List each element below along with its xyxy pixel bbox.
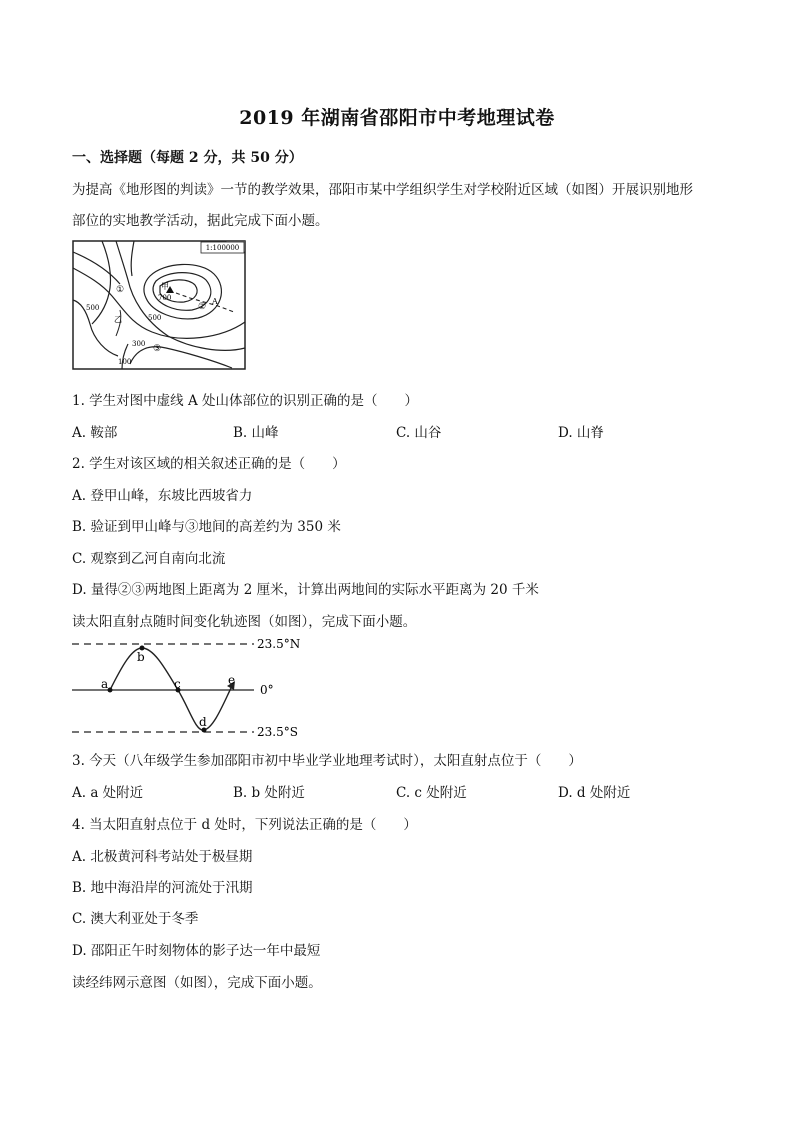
label-b: b: [137, 650, 145, 664]
page-title: 2019 年湖南省邵阳市中考地理试卷: [239, 107, 555, 129]
question-3-option-c[interactable]: C. c 处附近: [396, 785, 467, 801]
section-heading: 一、选择题（每题 2 分，共 50 分）: [72, 150, 303, 166]
question-4-option-b[interactable]: B. 地中海沿岸的河流处于汛期: [72, 880, 253, 896]
intro-1-line-2: 部位的实地教学活动，据此完成下面小题。: [72, 213, 329, 229]
question-1-option-c[interactable]: C. 山谷: [396, 425, 442, 441]
label-c: c: [174, 677, 181, 691]
label-300: 300: [132, 340, 146, 348]
question-1-option-b[interactable]: B. 山峰: [233, 425, 279, 441]
label-d: d: [199, 715, 207, 729]
label-a: A: [212, 297, 218, 306]
intro-2: 读太阳直射点随时间变化轨迹图（如图），完成下面小题。: [72, 614, 417, 630]
question-1-option-d[interactable]: D. 山脊: [558, 425, 604, 441]
label-23-5s: 23.5°S: [257, 725, 298, 736]
intro-1-line-1: 为提高《地形图的判读》一节的教学效果，邵阳市某中学组织学生对学校附近区域（如图）开展识别地形: [72, 182, 693, 198]
question-4-stem: 4. 当太阳直射点位于 d 处时，下列说法正确的是（ ）: [72, 817, 417, 833]
label-500-east: 500: [148, 314, 162, 322]
question-3-option-b[interactable]: B. b 处附近: [233, 785, 305, 801]
label-a: a: [101, 677, 109, 691]
label-e: e: [228, 673, 236, 687]
subsolar-track-diagram: [72, 636, 312, 736]
subsolar-track-curve: [110, 648, 232, 730]
question-2-option-b[interactable]: B. 验证到甲山峰与③地间的高差约为 350 米: [72, 519, 341, 535]
label-point-1: ①: [116, 285, 125, 295]
question-4-option-d[interactable]: D. 邵阳正午时刻物体的影子达一年中最短: [72, 943, 321, 959]
question-1-stem: 1. 学生对图中虚线 A 处山体部位的识别正确的是（ ）: [72, 393, 419, 409]
label-700: 700: [158, 294, 172, 302]
label-yi: 乙: [114, 315, 122, 324]
question-2-option-a[interactable]: A. 登甲山峰，东坡比西坡省力: [72, 488, 253, 504]
label-500-west: 500: [86, 304, 100, 312]
question-3-stem: 3. 今天（八年级学生参加邵阳市初中毕业学业地理考试时），太阳直射点位于（ ）: [72, 753, 582, 769]
question-2-option-c[interactable]: C. 观察到乙河自南向北流: [72, 551, 226, 567]
label-equator: 0°: [260, 683, 274, 697]
question-2-stem: 2. 学生对该区域的相关叙述正确的是（ ）: [72, 456, 346, 472]
question-4-option-c[interactable]: C. 澳大利亚处于冬季: [72, 911, 199, 927]
question-3-option-d[interactable]: D. d 处附近: [558, 785, 631, 801]
label-point-2: ②: [198, 302, 207, 312]
question-4-option-a[interactable]: A. 北极黄河科考站处于极昼期: [72, 849, 253, 865]
point-a-marker: [108, 688, 113, 693]
question-1-option-a[interactable]: A. 鞍部: [72, 425, 118, 441]
contour-map-figure: [72, 240, 246, 370]
label-point-3: ③: [153, 344, 162, 354]
label-100: 100: [118, 358, 132, 366]
intro-3: 读经纬网示意图（如图），完成下面小题。: [72, 975, 322, 991]
question-3-option-a[interactable]: A. a 处附近: [72, 785, 144, 801]
question-2-option-d[interactable]: D. 量得②③两地图上距离为 2 厘米，计算出两地间的实际水平距离为 20 千米: [72, 582, 539, 598]
label-23-5n: 23.5°N: [257, 637, 301, 651]
map-scale: 1:100000: [205, 244, 240, 252]
label-jia: 甲: [161, 282, 169, 291]
